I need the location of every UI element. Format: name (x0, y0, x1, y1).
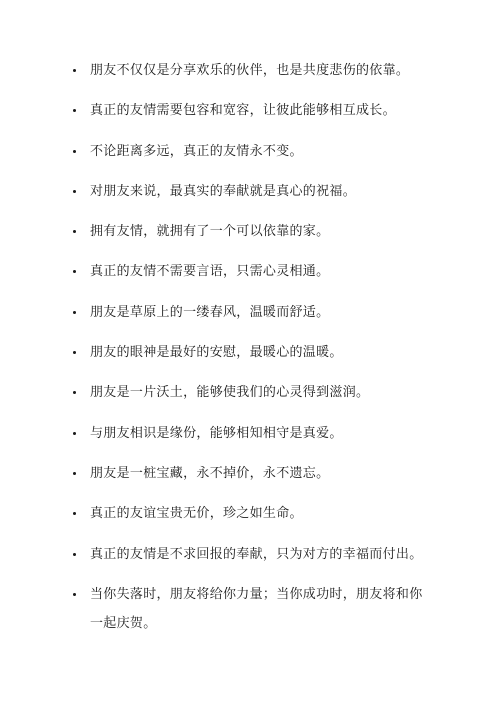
bullet-icon (73, 351, 76, 354)
list-item-text: 与朋友相识是缘份，能够相知相守是真爱。 (90, 425, 343, 441)
list-item-text: 对朋友来说，最真实的奉献就是真心的祝福。 (90, 183, 357, 199)
list-item (73, 257, 433, 286)
bullet-icon (73, 109, 76, 112)
list-item-text: 真正的友情需要包容和宽容，让彼此能够相互成长。 (90, 103, 396, 119)
list-item (73, 56, 433, 85)
list-item-text: 朋友是草原上的一缕春风，温暖而舒适。 (90, 304, 330, 320)
list-item-text: 不论距离多远，真正的友情永不变。 (90, 143, 303, 159)
list-item (73, 298, 433, 327)
list-item (73, 177, 433, 206)
list-item (73, 338, 433, 367)
list-item (73, 137, 433, 166)
list-item-text: 真正的友情不需要言语，只需心灵相通。 (90, 264, 330, 280)
bullet-icon (73, 391, 76, 394)
list-item-text: 朋友是一桩宝藏，永不掉价，永不遗忘。 (90, 465, 330, 481)
list-item-text: 当你失落时，朋友将给你力量；当你成功时，朋友将和你一起庆贺。 (90, 586, 423, 631)
bullet-icon (73, 230, 76, 233)
list-item (73, 459, 433, 488)
list-item-text: 真正的友谊宝贵无价，珍之如生命。 (90, 506, 303, 522)
bullet-icon (73, 150, 76, 153)
list-item-text: 拥有友情，就拥有了一个可以依靠的家。 (90, 224, 330, 240)
list-item (73, 419, 433, 448)
bullet-icon (73, 311, 76, 314)
list-item (73, 378, 433, 407)
bullet-icon (73, 432, 76, 435)
list-item (73, 580, 433, 638)
list-item (73, 217, 433, 246)
bullet-icon (73, 593, 76, 596)
list-item-text: 朋友的眼神是最好的安慰，最暖心的温暖。 (90, 345, 343, 361)
list-item (73, 499, 433, 528)
bullet-icon (73, 270, 76, 273)
list-item-text: 朋友不仅仅是分享欢乐的伙伴，也是共度悲伤的依靠。 (90, 63, 410, 78)
list-item (73, 540, 433, 569)
bullet-icon (73, 69, 76, 72)
bullet-icon (73, 512, 76, 515)
list-item (73, 96, 433, 125)
bullet-icon (73, 553, 76, 556)
quote-list (73, 56, 433, 649)
bullet-icon (73, 472, 76, 475)
bullet-icon (73, 190, 76, 193)
list-item-text: 真正的友情是不求回报的奉献，只为对方的幸福而付出。 (90, 546, 423, 562)
list-item-text: 朋友是一片沃土，能够使我们的心灵得到滋润。 (90, 385, 370, 401)
